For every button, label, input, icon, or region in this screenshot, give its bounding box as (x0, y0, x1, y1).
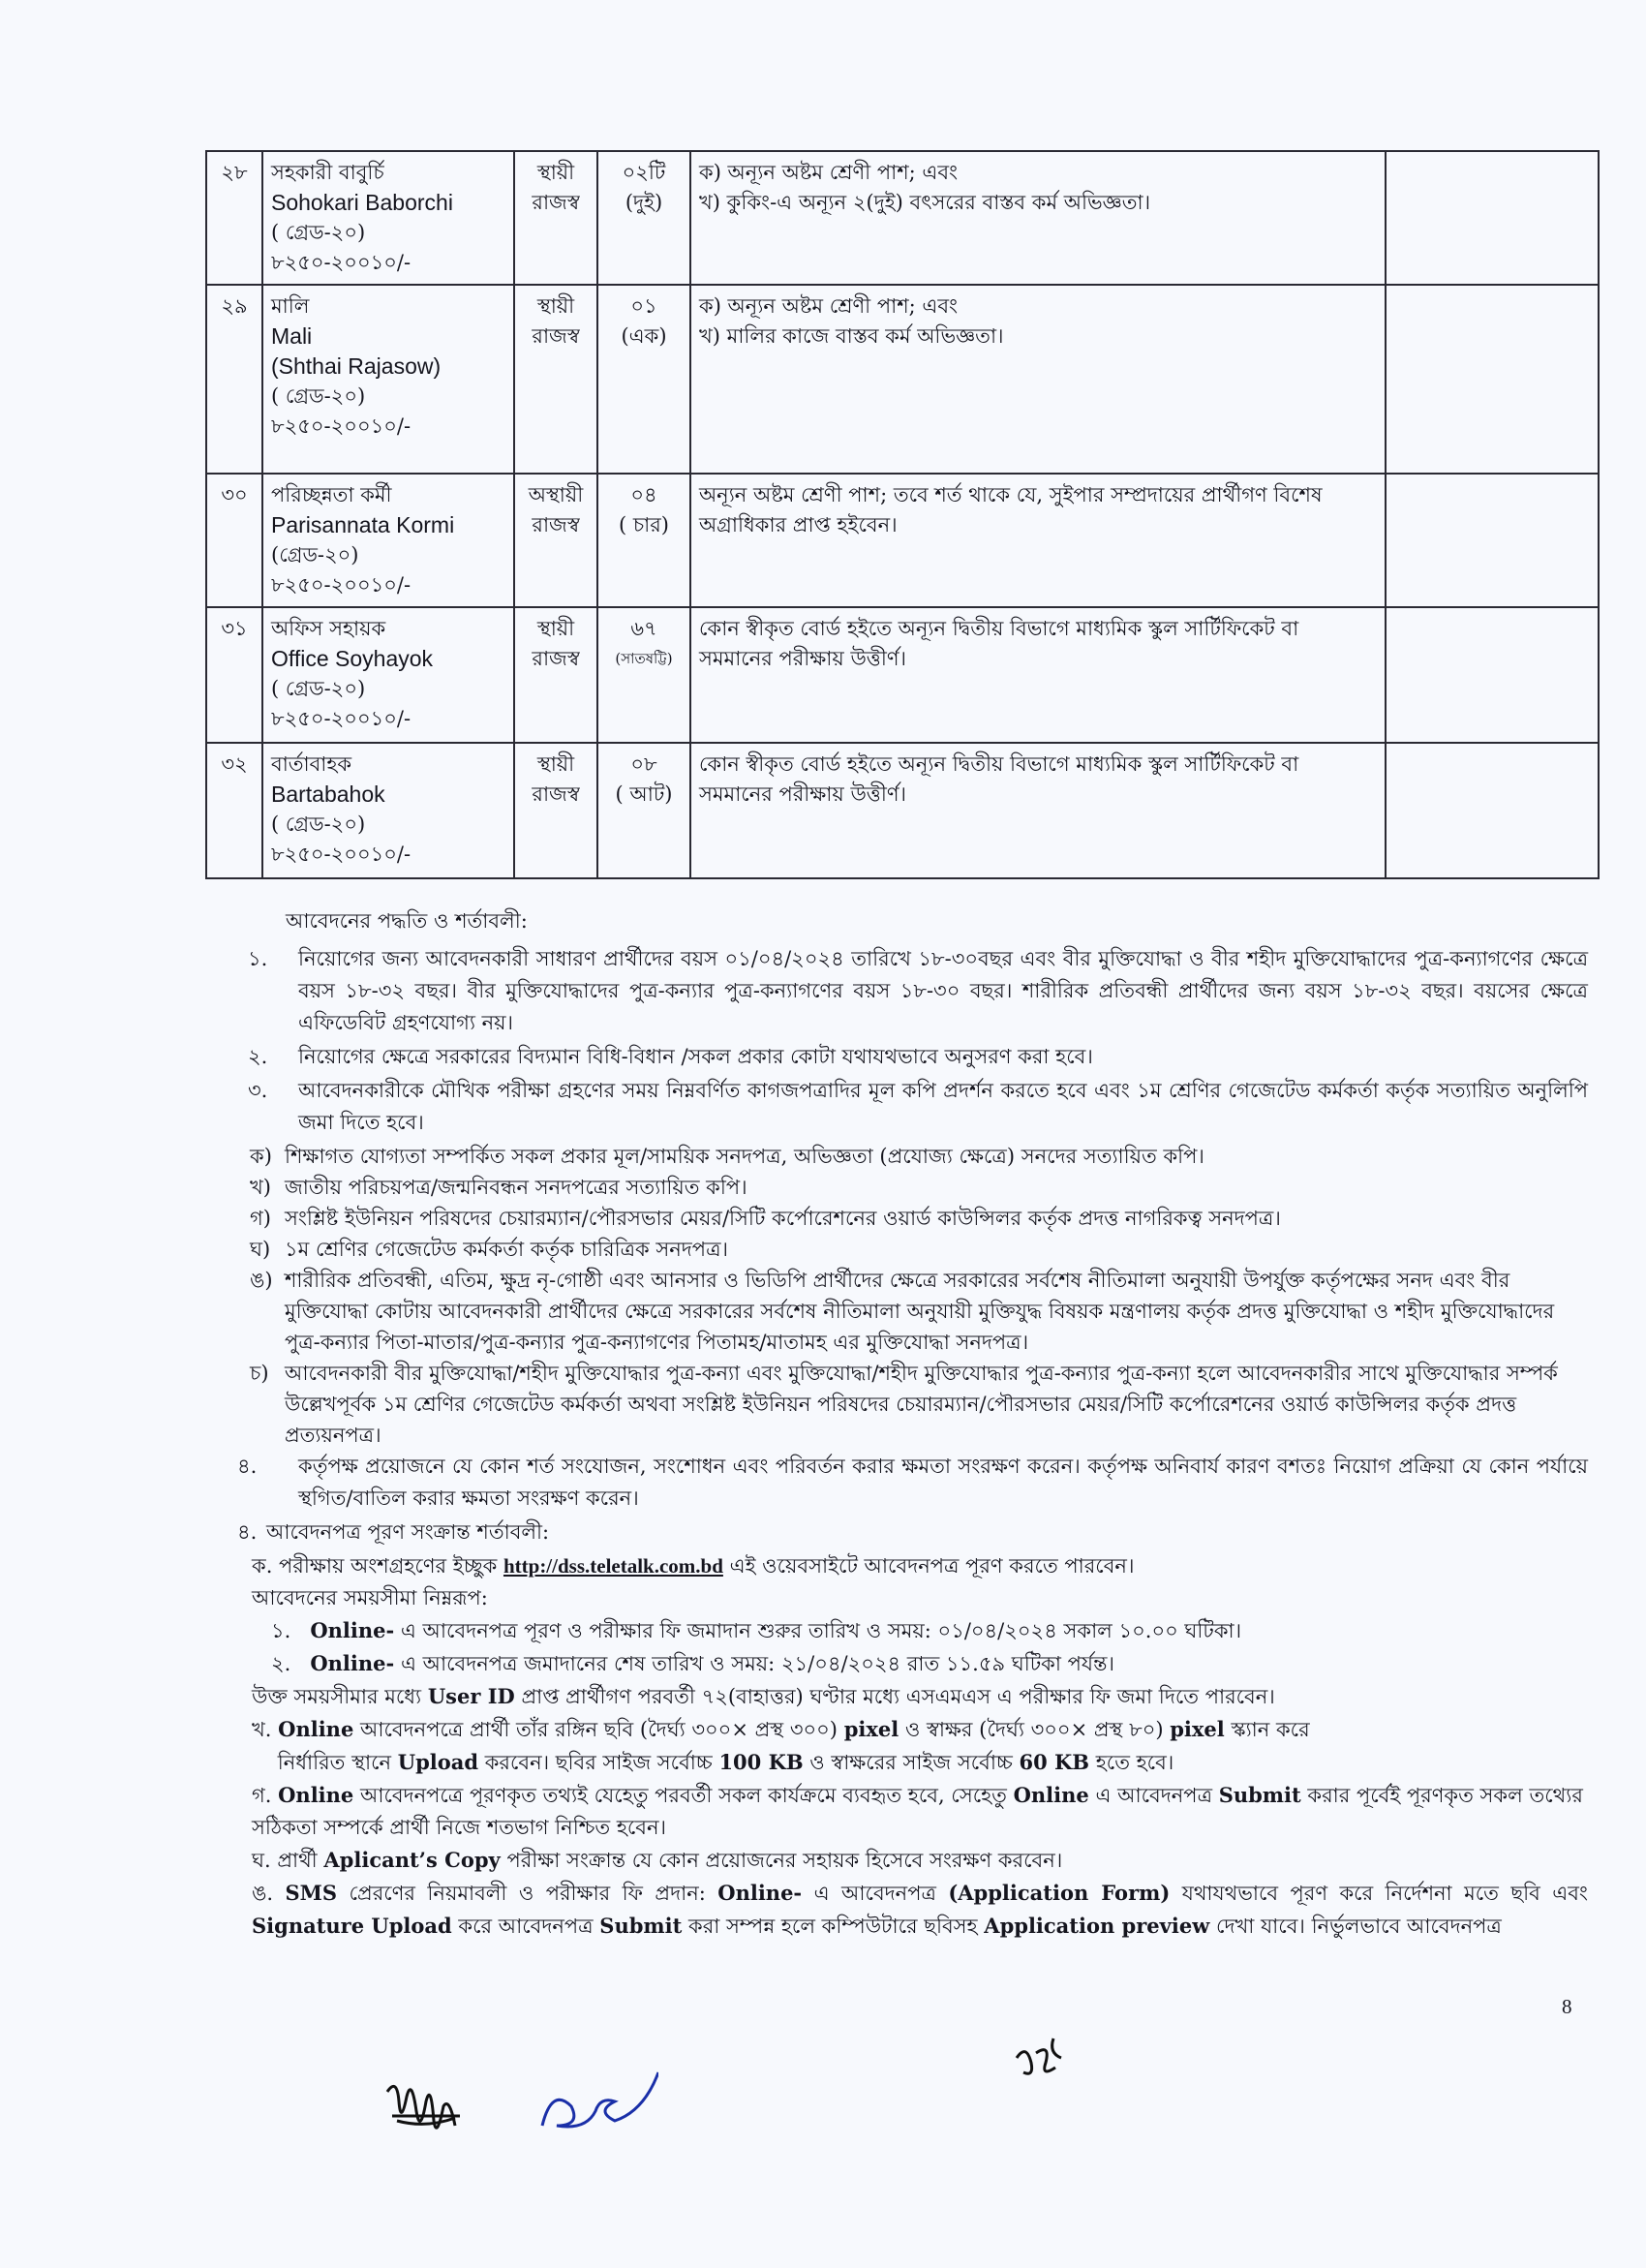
post-name-english: Bartabahok (271, 782, 385, 807)
document-item: খ) জাতীয় পরিচয়পত্র/জন্মনিবন্ধন সনদপত্রের সত্যায়িত কপি। (250, 1176, 747, 1199)
post-grade: ( গ্রেড-২০) (271, 221, 366, 244)
document-item: ক) শিক্ষাগত যোগ্যতা সম্পর্কিত সকল প্রকার মূল/সাময়িক সনদপত্র, অভিজ্ঞতা (প্রযোজ্য ক্ষেত্রে) সনদের সত্যায়িত কপি। (250, 1145, 1204, 1168)
post-name-bengali: মালি (271, 294, 310, 318)
post-type-cell: স্থায়ী রাজস্ব (514, 151, 597, 285)
post-type-cell: স্থায়ী রাজস্ব (514, 285, 597, 474)
post-pay-scale: ৮২৫০-২০০১০/- (271, 251, 412, 274)
timeline-heading: আবেদনের সময়সীমা নিম্নরূপ: (252, 1586, 488, 1609)
document-item: ঘ) ১ম শ্রেণির গেজেটেড কর্মকর্তা কর্তৃক চারিত্রিক সনদপত্র। (250, 1238, 729, 1261)
post-grade: ( গ্রেড-২০) (271, 677, 366, 700)
post-type-cell: স্থায়ী রাজস্ব (514, 607, 597, 743)
signature-1 (373, 2063, 479, 2150)
remarks-cell (1386, 743, 1599, 878)
photo-upload-note: খ. Online আবেদনপত্রে প্রার্থী তাঁর রঙ্গিন ছবি (দৈর্ঘ্য ৩০০× প্রস্থ ৩০০) pixel ও স্বাক্ষর (দৈর্ঘ্য ৩০০× প্রস্থ ৮০) pixel স্ক্যান করে নির্ধারিত স্থানে Upload করবেন। ছবির সাইজ সর্বোচ্চ 100 KB ও স্বাক্ষরের সাইজ সর্বোচ্চ 60 KB হতে হবে। (252, 1717, 1310, 1774)
post-name-cell (262, 607, 514, 743)
post-name-english-2: (Shthai Rajasow) (271, 353, 442, 379)
post-pay-scale: ৮২৫০-২০০১০/- (271, 707, 412, 730)
post-name-cell (262, 285, 514, 474)
timeline-item: ২. Online- এ আবেদনপত্র জমাদানের শেষ তারিখ ও সময়: ২১/০৪/২০২৪ রাত ১১.৫৯ ঘটিকা পর্যন্ত। (271, 1651, 1114, 1675)
post-row (206, 743, 1599, 878)
term-item-3-documents (250, 1141, 1588, 1451)
post-type-cell: স্থায়ী রাজস্ব (514, 743, 597, 878)
post-name-bengali: অফিস সহায়ক (271, 617, 386, 640)
post-pay-scale: ৮২৫০-২০০১০/- (271, 843, 412, 866)
qualification-cell: ক) অন্যূন অষ্টম শ্রেণী পাশ; এবং খ) মালির কাজে বাস্তব কর্ম অভিজ্ঞতা। (690, 285, 1386, 474)
signature-2 (533, 2058, 658, 2135)
term-item-4: ৪. কর্তৃপক্ষ প্রয়োজনে যে কোন শর্ত সংযোজন, সংশোধন এবং পরিবর্তন করার ক্ষমতা সংরক্ষণ করেন। কর্তৃপক্ষ অনিবার্য কারণ বশতঃ নিয়োগ প্রক্রিয়া যে কোন পর্যায়ে স্থগিত/বাতিল করার ক্ষমতা সংরক্ষণ করেন। (237, 1455, 1588, 1510)
userid-note: উক্ত সময়সীমার মধ্যে User ID প্রাপ্ত প্রার্থীগণ পরবর্তী ৭২(বাহাত্তর) ঘণ্টার মধ্যে এসএমএস এ পরীক্ষার ফি জমা দিতে পারবেন। (252, 1684, 1275, 1708)
post-count-cell: ০৮ ( আট) (597, 743, 690, 878)
post-name-bengali: পরিচ্ছন্নতা কর্মী (271, 483, 392, 506)
remarks-cell (1386, 474, 1599, 607)
post-count-cell: ৬৭ (সাতষট্টি) (597, 607, 690, 743)
serial-cell: ২৮ (206, 151, 262, 285)
qualification-cell: কোন স্বীকৃত বোর্ড হইতে অন্যূন দ্বিতীয় বিভাগে মাধ্যমিক স্কুল সার্টিফিকেট বা সমমানের পরীক্ষায় উত্তীর্ণ। (690, 607, 1386, 743)
post-row (206, 285, 1599, 474)
post-name-english: Sohokari Baborchi (271, 190, 453, 215)
serial-cell: ৩০ (206, 474, 262, 607)
post-count-cell: ০১ (এক) (597, 285, 690, 474)
post-name-bengali: বার্তাবাহক (271, 752, 352, 776)
post-name-bengali: সহকারী বাবুর্চি (271, 161, 384, 184)
post-row (206, 474, 1599, 607)
post-grade: ( গ্রেড-২০) (271, 384, 366, 408)
post-name-english: Mali (271, 323, 313, 349)
applicant-copy-note: ঘ. প্রার্থী Aplicant’s Copy পরীক্ষা সংক্রান্ত যে কোন প্রয়োজনের সহায়ক হিসেবে সংরক্ষণ করবেন। (252, 1848, 1063, 1872)
post-row (206, 151, 1599, 285)
document-item: ঙ) শারীরিক প্রতিবন্ধী, এতিম, ক্ষুদ্র নৃ-গোষ্ঠী এবং আনসার ও ভিডিপি প্রার্থীদের ক্ষেত্রে সরকারের সর্বশেষ নীতিমালা অনুযায়ী উপর্যুক্ত কর্তৃপক্ষের সনদ এবং বীর মুক্তিযোদ্ধা কোটায় আবেদনকারী প্রার্থীদের ক্ষেত্রে সরকারের সর্বশেষ নীতিমালা অনুযায়ী মুক্তিযুদ্ধ বিষয়ক মন্ত্রণালয় কর্তৃক প্রদত্ত মুক্তিযোদ্ধা ও শহীদ মুক্তিযোদ্ধাদের পুত্র-কন্যার পিতা-মাতার/পুত্র-কন্যার পুত্র-কন্যাগণের পিতামহ/মাতামহ এর মুক্তিযোদ্ধা সনদপত্র। (250, 1269, 1555, 1354)
term-item-2: ২. নিয়োগের ক্ষেত্রে সরকারের বিদ্যমান বিধি-বিধান /সকল প্রকার কোটা যথাযথভাবে অনুসরণ করা হবে। (248, 1045, 1093, 1068)
remarks-cell (1386, 607, 1599, 743)
posts-table (205, 150, 1600, 879)
post-name-english: Parisannata Kormi (271, 512, 455, 537)
term-item-1: ১. নিয়োগের জন্য আবেদনকারী সাধারণ প্রার্থীদের বয়স ০১/০৪/২০২৪ তারিখে ১৮-৩০বছর এবং বীর মুক্তিযোদ্ধা ও বীর শহীদ মুক্তিযোদ্ধাদের পুত্র-কন্যাগণের ক্ষেত্রে বয়স ১৮-৩২ বছর। বীর মুক্তিযোদ্ধাদের পুত্র-কন্যার পুত্র-কন্যাগণের বয়স ১৮-৩০ বছর। শারীরিক প্রতিবন্ধী প্রার্থীদের জন্য বয়স ১৮-৩২ বছর। বয়সের ক্ষেত্রে এফিডেবিট গ্রহণযোগ্য নয়। (248, 947, 1588, 1034)
serial-cell: ৩১ (206, 607, 262, 743)
post-grade: (গ্রেড-২০) (271, 543, 359, 567)
timeline-item: ১. Online- এ আবেদনপত্র পূরণ ও পরীক্ষার ফি জমাদান শুরুর তারিখ ও সময়: ০১/০৪/২০২৪ সকাল ১০.০০ ঘটিকা। (271, 1618, 1242, 1642)
document-item: গ) সংশ্লিষ্ট ইউনিয়ন পরিষদের চেয়ারম্যান/পৌরসভার মেয়র/সিটি কর্পোরেশনের ওয়ার্ড কাউন্সিলর কর্তৃক প্রদত্ত নাগরিকত্ব সনদপত্র। (250, 1207, 1281, 1230)
post-pay-scale: ৮২৫০-২০০১০/- (271, 573, 412, 597)
post-name-english: Office Soyhayok (271, 646, 434, 671)
serial-cell: ২৯ (206, 285, 262, 474)
post-grade: ( গ্রেড-২০) (271, 812, 366, 836)
remarks-cell (1386, 151, 1599, 285)
post-pay-scale: ৮২৫০-২০০১০/- (271, 414, 412, 438)
signature-3 (1007, 2029, 1075, 2087)
document-item: চ) আবেদনকারী বীর মুক্তিযোদ্ধা/শহীদ মুক্তিযোদ্ধার পুত্র-কন্যা এবং মুক্তিযোদ্ধা/শহীদ মুক্তিযোদ্ধার পুত্র-কন্যার পুত্র-কন্যা হলে আবেদনকারীর সাথে মুক্তিযোদ্ধার সম্পর্ক উল্লেখপূর্বক ১ম শ্রেণির গেজেটেড কর্মকর্তা অথবা সংশ্লিষ্ট ইউনিয়ন পরিষদের চেয়ারম্যান/পৌরসভার মেয়র/সিটি কর্পোরেশনের ওয়ার্ড কাউন্সিলর কর্তৃক প্রদত্ত প্রত্যয়নপত্র। (250, 1362, 1558, 1447)
sms-note: ঙ. SMS প্রেরণের নিয়মাবলী ও পরীক্ষার ফি প্রদান: Online- এ আবেদনপত্র (Application Form) যথাযথভাবে পূরণ করে নির্দেশনা মতে ছবি এবং Signature Upload করে আবেদনপত্র Submit করা সম্পন্ন হলে কম্পিউটারে ছবিসহ Application preview দেখা যাবে। নির্ভুলভাবে আবেদনপত্র (252, 1881, 1588, 1938)
qualification-cell: অন্যূন অষ্টম শ্রেণী পাশ; তবে শর্ত থাকে যে, সুইপার সম্প্রদায়ের প্রার্থীগণ বিশেষ অগ্রাধিকার প্রাপ্ত হইবেন। (690, 474, 1386, 607)
term-item-5-details (252, 1550, 1588, 1943)
post-name-cell (262, 474, 514, 607)
post-name-cell (262, 151, 514, 285)
term-item-5: ৪. আবেদনপত্র পূরণ সংক্রান্ত শর্তাবলী: (237, 1520, 550, 1544)
term-item-3: ৩. আবেদনকারীকে মৌখিক পরীক্ষা গ্রহণের সময় নিম্নবর্ণিত কাগজপত্রাদির মূল কপি প্রদর্শন করতে হবে এবং ১ম শ্রেণির গেজেটেড কর্মকর্তা কর্তৃক সত্যায়িত অনুলিপি জমা দিতে হবে। (248, 1079, 1588, 1134)
application-terms (223, 905, 1588, 1943)
website-line: ক. পরীক্ষায় অংশগ্রহণের ইচ্ছুক http://dss.teletalk.com.bd এই ওয়েবসাইটে আবেদনপত্র পূরণ করতে পারবেন। (252, 1554, 1135, 1578)
post-type-cell: অস্থায়ী রাজস্ব (514, 474, 597, 607)
post-name-cell (262, 743, 514, 878)
qualification-cell: কোন স্বীকৃত বোর্ড হইতে অন্যূন দ্বিতীয় বিভাগে মাধ্যমিক স্কুল সার্টিফিকেট বা সমমানের পরীক্ষায় উত্তীর্ণ। (690, 743, 1386, 878)
post-count-cell: ০২টি (দুই) (597, 151, 690, 285)
qualification-cell: ক) অন্যূন অষ্টম শ্রেণী পাশ; এবং খ) কুকিং-এ অন্যূন ২(দুই) বৎসরের বাস্তব কর্ম অভিজ্ঞতা। (690, 151, 1386, 285)
serial-cell: ৩২ (206, 743, 262, 878)
terms-heading: আবেদনের পদ্ধতি ও শর্তাবলী: (286, 909, 528, 933)
submit-note: গ. Online আবেদনপত্রে পূরণকৃত তথ্যই যেহেতু পরবর্তী সকল কার্যক্রমে ব্যবহৃত হবে, সেহেতু Online এ আবেদনপত্র Submit করার পূর্বেই পূরণকৃত সকল তথ্যের সঠিকতা সম্পর্কে প্রার্থী নিজে শতভাগ নিশ্চিত হবেন। (252, 1783, 1583, 1839)
post-row (206, 607, 1599, 743)
remarks-cell (1386, 285, 1599, 474)
website-link[interactable]: http://dss.teletalk.com.bd (503, 1554, 723, 1578)
post-count-cell: ০৪ ( চার) (597, 474, 690, 607)
page-number: 8 (1562, 1995, 1572, 2018)
